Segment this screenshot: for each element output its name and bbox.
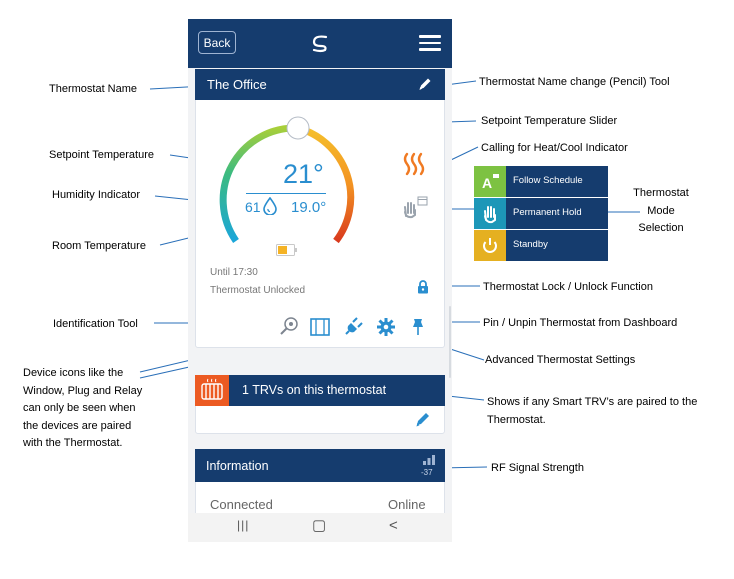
label-trv-info-line: Thermostat.: [487, 413, 546, 426]
mode-selection-panel: [474, 166, 608, 262]
label-device-icons-line: the devices are paired: [23, 419, 132, 432]
label-mode-selection-line: Thermostat: [633, 187, 689, 199]
back-button[interactable]: Back: [198, 31, 236, 54]
label-humidity-indicator: Humidity Indicator: [52, 189, 141, 201]
permanent-hold-icon: [401, 195, 429, 224]
label-setpoint-temperature: Setpoint Temperature: [49, 149, 154, 161]
label-mode-selection-line: Selection: [638, 222, 684, 234]
lock-status-text: Thermostat Unlocked: [210, 285, 306, 296]
connected-value: Online: [388, 497, 426, 512]
until-text: Until 17:30: [210, 267, 258, 278]
label-trv-info-line: Shows if any Smart TRV’s are paired to the: [487, 396, 698, 408]
hand-icon: [474, 198, 506, 229]
pin-icon[interactable]: [410, 317, 426, 342]
label-mode-selection-line: Mode: [647, 204, 675, 217]
svg-text:A: A: [482, 175, 493, 191]
mode-permanent-hold[interactable]: [474, 198, 608, 230]
lock-icon[interactable]: [417, 280, 429, 299]
identification-icon[interactable]: [278, 316, 300, 341]
follow-schedule-icon: [474, 166, 506, 197]
thermostat-name: The Office: [207, 77, 267, 92]
android-nav-bar: [188, 513, 452, 542]
radiator-icon: [195, 375, 229, 406]
label-device-icons-line: can only be seen when: [23, 402, 136, 414]
label-mode-selection: [628, 185, 694, 238]
label-device-icons-line: Device icons like the: [23, 367, 124, 379]
mode-standby[interactable]: [474, 230, 608, 262]
room-temperature: 19.0°: [291, 199, 327, 216]
label-setpoint-slider: Setpoint Temperature Slider: [481, 115, 618, 127]
humidity-drop-icon: [263, 197, 277, 220]
label-room-temperature: Room Temperature: [52, 240, 146, 252]
window-icon[interactable]: [310, 318, 330, 341]
label-trv-info: [487, 394, 697, 429]
label-thermostat-name: Thermostat Name: [49, 83, 138, 95]
mode-label: Standby: [513, 239, 548, 250]
setpoint-slider-knob[interactable]: [287, 117, 309, 139]
label-lock-function: Thermostat Lock / Unlock Function: [483, 281, 653, 293]
label-rf-signal: RF Signal Strength: [491, 462, 584, 474]
humidity-value: 61: [245, 199, 261, 215]
label-device-icons-line: Window, Plug and Relay: [23, 384, 143, 397]
trv-pencil-icon[interactable]: [414, 411, 432, 434]
label-calling-indicator: Calling for Heat/Cool Indicator: [481, 142, 628, 154]
home-button[interactable]: ▢: [312, 517, 327, 534]
gear-icon[interactable]: [376, 317, 396, 342]
mode-label: Follow Schedule: [513, 175, 583, 186]
temperature-divider: [246, 193, 326, 194]
nav-back-button[interactable]: <: [389, 517, 398, 534]
label-name-change: Thermostat Name change (Pencil) Tool: [479, 76, 670, 88]
information-title: Information: [206, 459, 269, 473]
label-device-icons: [23, 365, 142, 453]
scrollbar[interactable]: [449, 306, 451, 378]
phone-screen: [188, 19, 452, 542]
mode-follow-schedule[interactable]: [474, 166, 608, 198]
label-device-icons-line: with the Thermostat.: [23, 437, 123, 449]
recent-apps-button[interactable]: |||: [237, 518, 250, 532]
information-bar: [195, 449, 445, 482]
mode-label: Permanent Hold: [513, 207, 582, 218]
connected-label: Connected: [210, 497, 273, 512]
trv-bar[interactable]: [195, 375, 445, 406]
label-advanced-settings: Advanced Thermostat Settings: [485, 354, 636, 366]
power-icon: [474, 230, 506, 261]
label-identification-tool: Identification Tool: [53, 318, 138, 330]
plug-icon[interactable]: [344, 316, 364, 341]
heat-indicator-icon: [402, 151, 428, 182]
label-pin-unpin: Pin / Unpin Thermostat from Dashboard: [483, 317, 678, 329]
setpoint-temperature: 21°: [283, 159, 324, 189]
signal-strength-value: -37: [421, 468, 433, 477]
trv-count-text: 1 TRVs on this thermostat: [242, 383, 387, 397]
battery-icon: [276, 243, 298, 261]
